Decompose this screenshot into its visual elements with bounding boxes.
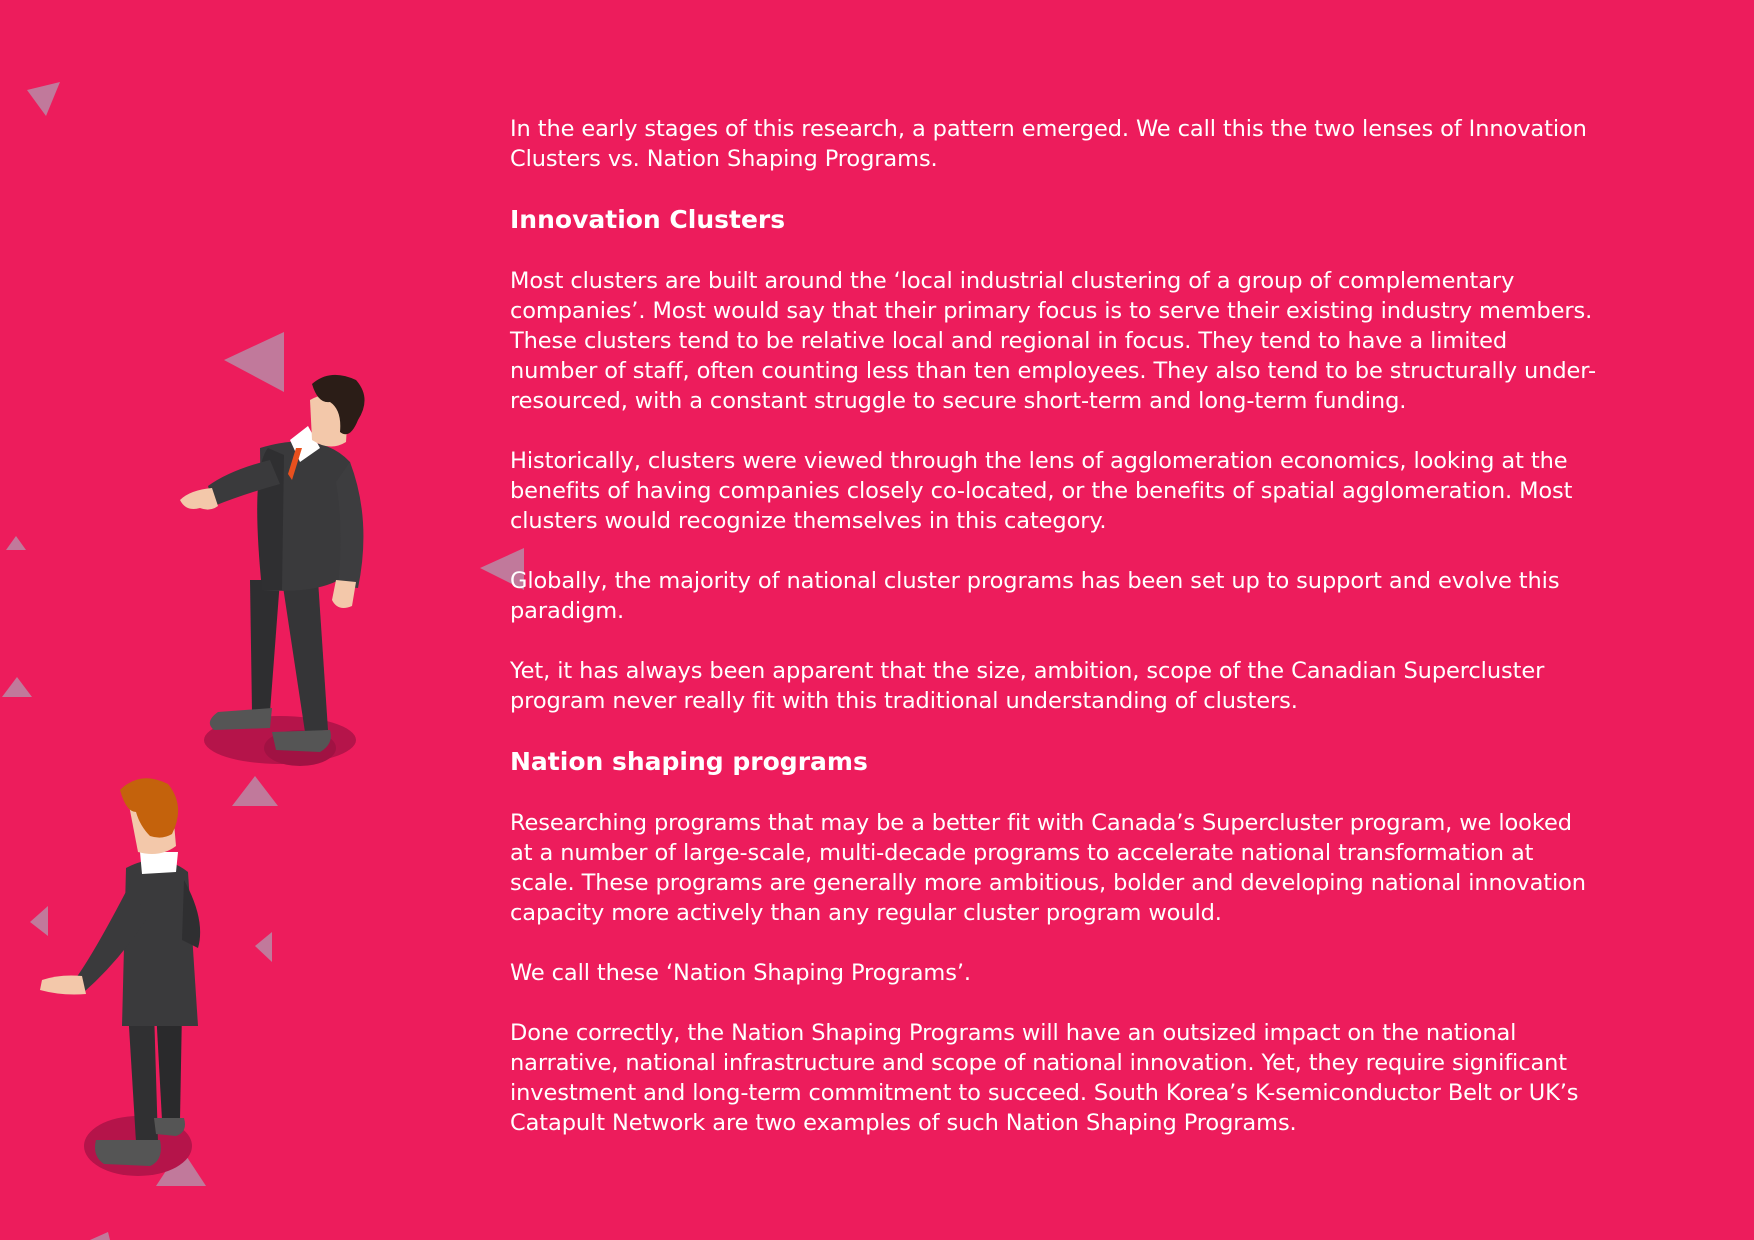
triangle-decoration	[27, 82, 60, 116]
businessmen-illustration	[0, 0, 560, 1240]
triangle-decoration	[255, 932, 272, 962]
innovation-clusters-paragraph: Historically, clusters were viewed through the lens of agglomeration economics, looking at the benefits of having companies closely co-located, or the benefits of spatial agglomeration. Most clusters would recognize themselves in this category.	[510, 448, 1573, 534]
nation-shaping-paragraph: Done correctly, the Nation Shaping Programs will have an outsized impact on the national narrative, national infrastructure and scope of national innovation. Yet, they require significant investment and long-term commitment to succeed. South Korea’s K-semiconductor Belt or UK’s Catapult Network are two examples of such Nation Shaping Programs.	[510, 1020, 1579, 1136]
triangle-decoration	[30, 906, 48, 936]
innovation-clusters-paragraph: Most clusters are built around the ‘local industrial clustering of a group of complementary companies’. Most would say that their primary focus is to serve their existing industry members. These clusters tend to be relative local and regional in focus. They tend to have a limited number of staff, often counting less than ten employees. They also tend to be structurally under-resourced, with a constant struggle to secure short-term and long-term funding.	[510, 268, 1596, 414]
intro-paragraph: In the early stages of this research, a pattern emerged. We call this the two lenses of Innovation Clusters vs. Nation Shaping Programs.	[510, 116, 1587, 172]
triangle-decoration	[90, 1232, 110, 1240]
innovation-clusters-paragraph: Globally, the majority of national cluster programs has been set up to support and evolve this paradigm.	[510, 568, 1560, 624]
nation-shaping-paragraph: We call these ‘Nation Shaping Programs’.	[510, 960, 971, 986]
nation-shaping-heading: Nation shaping programs	[510, 747, 868, 776]
triangle-decoration	[232, 776, 278, 806]
businessman-back-view	[40, 778, 200, 1176]
businessman-looking-up	[180, 375, 365, 766]
triangle-decoration	[2, 677, 32, 697]
innovation-clusters-heading: Innovation Clusters	[510, 205, 786, 234]
nation-shaping-paragraph: Researching programs that may be a better fit with Canada’s Supercluster program, we looked at a number of large-scale, multi-decade programs to accelerate national transformation at scale. These programs are generally more ambitious, bolder and developing national innovation capacity more actively than any regular cluster program would.	[510, 810, 1586, 926]
triangle-decoration	[6, 536, 26, 550]
triangle-decoration	[224, 332, 284, 392]
innovation-clusters-paragraph: Yet, it has always been apparent that the size, ambition, scope of the Canadian Supercluster program never really fit with this traditional understanding of clusters.	[510, 658, 1545, 714]
main-content	[510, 114, 1600, 1168]
